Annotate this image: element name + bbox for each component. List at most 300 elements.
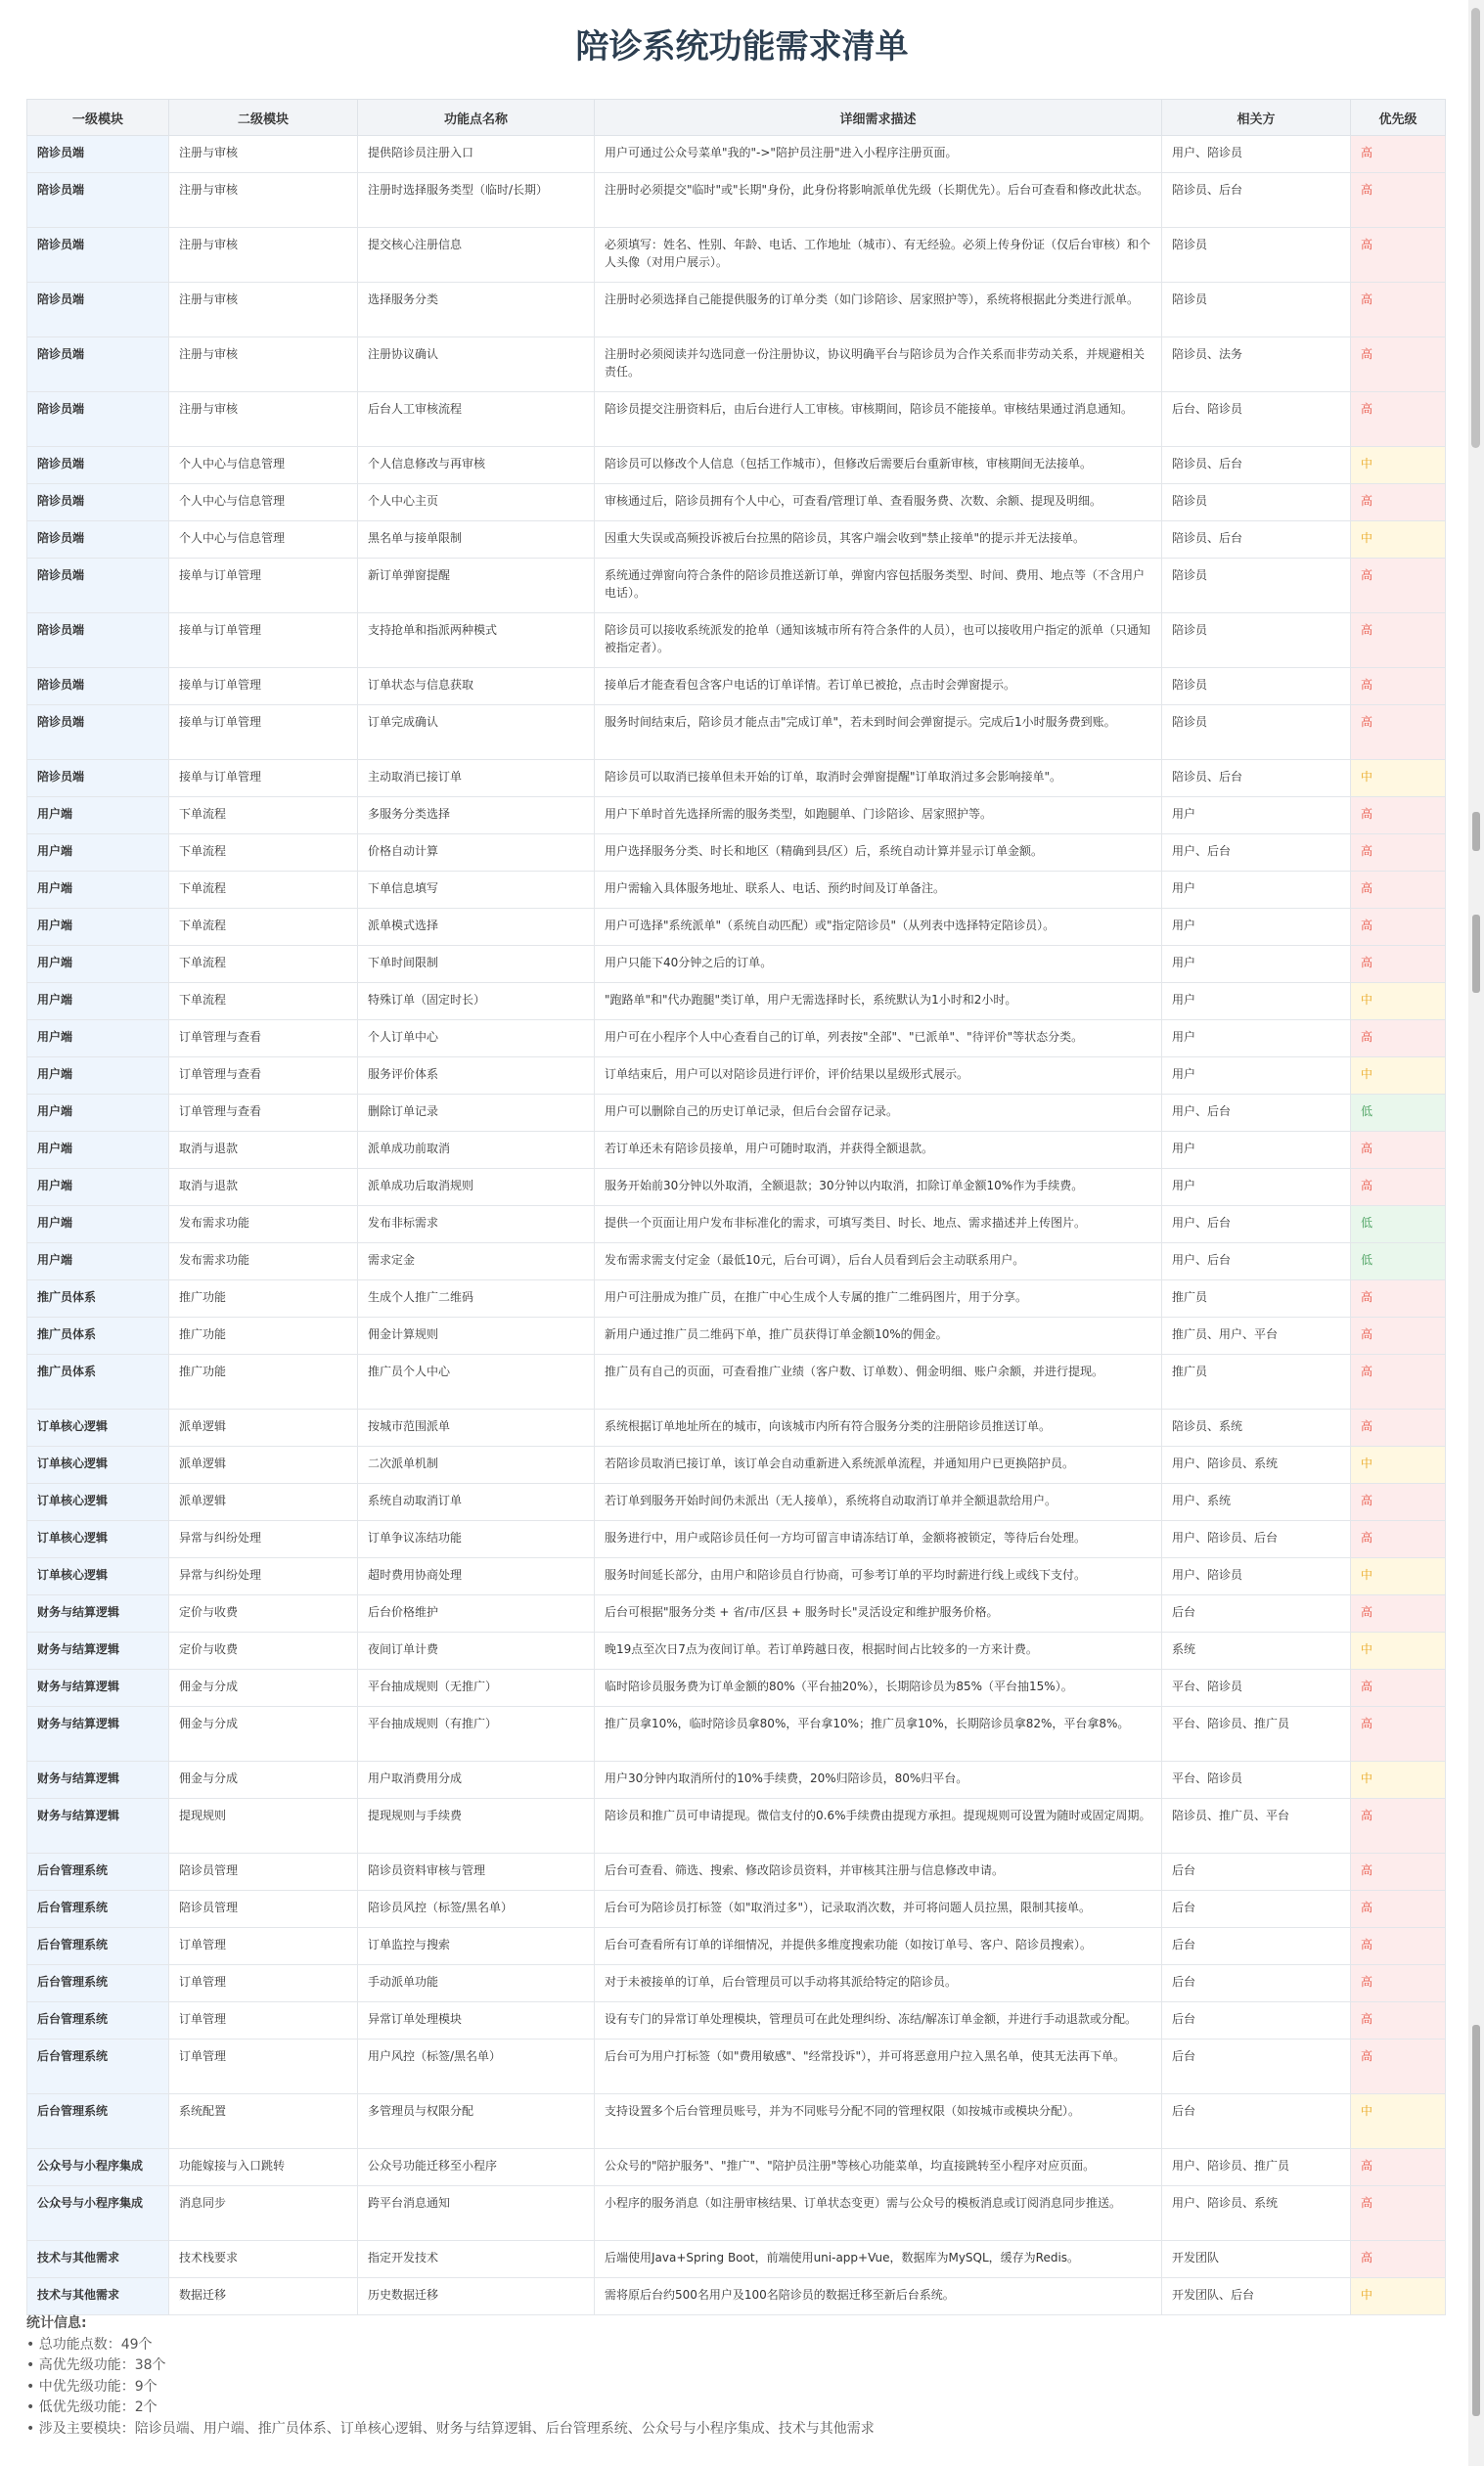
description-cell: 陪诊员可以修改个人信息（包括工作城市），但修改后需要后台重新审核，审核期间无法接单。 bbox=[595, 447, 1162, 484]
table-row bbox=[27, 1484, 1446, 1521]
module-2-cell: 异常与纠纷处理 bbox=[169, 1521, 358, 1558]
table-header-row bbox=[27, 100, 1446, 136]
priority-cell: 高 bbox=[1351, 1280, 1446, 1318]
module-1-cell: 公众号与小程序集成 bbox=[27, 2149, 169, 2186]
module-2-cell: 订单管理与查看 bbox=[169, 1095, 358, 1132]
feature-name-cell: 陪诊员风控（标签/黑名单） bbox=[358, 1891, 595, 1928]
table-row bbox=[27, 1020, 1446, 1057]
priority-cell: 高 bbox=[1351, 1020, 1446, 1057]
module-1-cell: 订单核心逻辑 bbox=[27, 1521, 169, 1558]
module-1-cell: 推广员体系 bbox=[27, 1355, 169, 1410]
module-2-cell: 个人中心与信息管理 bbox=[169, 521, 358, 559]
module-2-cell: 数据迁移 bbox=[169, 2278, 358, 2315]
parties-cell: 陪诊员 bbox=[1162, 668, 1351, 705]
module-2-cell: 派单逻辑 bbox=[169, 1447, 358, 1484]
description-cell: 服务时间延长部分，由用户和陪诊员自行协商，可参考订单的平均时薪进行线上或线下支付。 bbox=[595, 1558, 1162, 1595]
module-1-cell: 后台管理系统 bbox=[27, 1891, 169, 1928]
description-cell: 陪诊员可以取消已接单但未开始的订单，取消时会弹窗提醒"订单取消过多会影响接单"。 bbox=[595, 760, 1162, 797]
table-row bbox=[27, 613, 1446, 668]
stats-line: • 中优先级功能：9个 bbox=[26, 2378, 157, 2395]
description-cell: 注册时必须提交"临时"或"长期"身份，此身份将影响派单优先级（长期优先）。后台可查看和修改此状态。 bbox=[595, 173, 1162, 228]
module-2-cell: 订单管理 bbox=[169, 2002, 358, 2040]
feature-name-cell: 下单信息填写 bbox=[358, 872, 595, 909]
table-row bbox=[27, 1206, 1446, 1243]
description-cell: 后台可为用户打标签（如"费用敏感"、"经常投诉"），并可将恶意用户拉入黑名单，使其无法再下单。 bbox=[595, 2040, 1162, 2094]
priority-cell: 高 bbox=[1351, 2040, 1446, 2094]
description-cell: 推广员拿10%，临时陪诊员拿80%，平台拿10%；推广员拿10%，长期陪诊员拿82%，平台拿8%。 bbox=[595, 1707, 1162, 1762]
feature-name-cell: 选择服务分类 bbox=[358, 283, 595, 337]
header-parties[interactable]: 相关方 bbox=[1162, 100, 1351, 136]
parties-cell: 陪诊员、推广员、平台 bbox=[1162, 1799, 1351, 1854]
table-row bbox=[27, 1633, 1446, 1670]
table-row bbox=[27, 136, 1446, 173]
feature-name-cell: 需求定金 bbox=[358, 1243, 595, 1280]
module-1-cell: 用户端 bbox=[27, 1206, 169, 1243]
priority-cell: 高 bbox=[1351, 283, 1446, 337]
description-cell: 接单后才能查看包含客户电话的订单详情。若订单已被抢，点击时会弹窗提示。 bbox=[595, 668, 1162, 705]
priority-cell: 高 bbox=[1351, 484, 1446, 521]
table-row bbox=[27, 1057, 1446, 1095]
parties-cell: 陪诊员 bbox=[1162, 283, 1351, 337]
module-1-cell: 用户端 bbox=[27, 872, 169, 909]
module-2-cell: 取消与退款 bbox=[169, 1132, 358, 1169]
priority-cell: 高 bbox=[1351, 1318, 1446, 1355]
priority-cell: 低 bbox=[1351, 1095, 1446, 1132]
stats-line: • 总功能点数：49个 bbox=[26, 2336, 153, 2353]
module-1-cell: 陪诊员端 bbox=[27, 337, 169, 392]
parties-cell: 后台 bbox=[1162, 1965, 1351, 2002]
priority-cell: 高 bbox=[1351, 1707, 1446, 1762]
module-2-cell: 佣金与分成 bbox=[169, 1762, 358, 1799]
module-1-cell: 技术与其他需求 bbox=[27, 2241, 169, 2278]
description-cell: 用户需输入具体服务地址、联系人、电话、预约时间及订单备注。 bbox=[595, 872, 1162, 909]
parties-cell: 用户 bbox=[1162, 983, 1351, 1020]
description-cell: 因重大失误或高频投诉被后台拉黑的陪诊员，其客户端会收到"禁止接单"的提示并无法接单。 bbox=[595, 521, 1162, 559]
priority-cell: 高 bbox=[1351, 2241, 1446, 2278]
parties-cell: 后台 bbox=[1162, 2094, 1351, 2149]
priority-cell: 高 bbox=[1351, 872, 1446, 909]
table-row bbox=[27, 1318, 1446, 1355]
scrollbar-marker bbox=[1472, 2025, 1480, 2416]
feature-name-cell: 删除订单记录 bbox=[358, 1095, 595, 1132]
module-1-cell: 后台管理系统 bbox=[27, 2094, 169, 2149]
feature-name-cell: 支持抢单和指派两种模式 bbox=[358, 613, 595, 668]
parties-cell: 用户、陪诊员、推广员 bbox=[1162, 2149, 1351, 2186]
page-title: 陪诊系统功能需求清单 bbox=[575, 27, 909, 67]
priority-cell: 高 bbox=[1351, 1928, 1446, 1965]
priority-cell: 高 bbox=[1351, 1132, 1446, 1169]
parties-cell: 后台 bbox=[1162, 1854, 1351, 1891]
table-row bbox=[27, 283, 1446, 337]
description-cell: 注册时必须阅读并勾选同意一份注册协议，协议明确平台与陪诊员为合作关系而非劳动关系，并规避相关责任。 bbox=[595, 337, 1162, 392]
parties-cell: 用户 bbox=[1162, 797, 1351, 834]
parties-cell: 用户 bbox=[1162, 946, 1351, 983]
parties-cell: 开发团队、后台 bbox=[1162, 2278, 1351, 2315]
module-1-cell: 用户端 bbox=[27, 1057, 169, 1095]
parties-cell: 陪诊员 bbox=[1162, 613, 1351, 668]
module-2-cell: 注册与审核 bbox=[169, 392, 358, 447]
parties-cell: 用户、后台 bbox=[1162, 1206, 1351, 1243]
parties-cell: 后台 bbox=[1162, 1595, 1351, 1633]
table-row bbox=[27, 797, 1446, 834]
feature-name-cell: 个人信息修改与再审核 bbox=[358, 447, 595, 484]
description-cell: 后台可为陪诊员打标签（如"取消过多"），记录取消次数，并可将问题人员拉黑，限制其接单。 bbox=[595, 1891, 1162, 1928]
table-row bbox=[27, 1410, 1446, 1447]
module-2-cell: 取消与退款 bbox=[169, 1169, 358, 1206]
parties-cell: 后台 bbox=[1162, 1928, 1351, 1965]
feature-name-cell: 注册时选择服务类型（临时/长期） bbox=[358, 173, 595, 228]
feature-name-cell: 主动取消已接订单 bbox=[358, 760, 595, 797]
header-module-2[interactable]: 二级模块 bbox=[169, 100, 358, 136]
description-cell: 服务进行中，用户或陪诊员任何一方均可留言申请冻结订单，金额将被锁定，等待后台处理。 bbox=[595, 1521, 1162, 1558]
table-row bbox=[27, 447, 1446, 484]
parties-cell: 开发团队 bbox=[1162, 2241, 1351, 2278]
feature-name-cell: 多服务分类选择 bbox=[358, 797, 595, 834]
priority-cell: 高 bbox=[1351, 613, 1446, 668]
feature-name-cell: 提现规则与手续费 bbox=[358, 1799, 595, 1854]
module-1-cell: 财务与结算逻辑 bbox=[27, 1670, 169, 1707]
table-row bbox=[27, 1595, 1446, 1633]
feature-name-cell: 发布非标需求 bbox=[358, 1206, 595, 1243]
description-cell: 审核通过后，陪诊员拥有个人中心，可查看/管理订单、查看服务费、次数、余额、提现及明细。 bbox=[595, 484, 1162, 521]
description-cell: 需将原后台约500名用户及100名陪诊员的数据迁移至新后台系统。 bbox=[595, 2278, 1162, 2315]
vertical-scrollbar[interactable] bbox=[1468, 0, 1484, 2466]
feature-name-cell: 订单完成确认 bbox=[358, 705, 595, 760]
header-module-1[interactable]: 一级模块 bbox=[27, 100, 169, 136]
parties-cell: 陪诊员、系统 bbox=[1162, 1410, 1351, 1447]
description-cell: 陪诊员可以接收系统派发的抢单（通知该城市所有符合条件的人员），也可以接收用户指定的派单（只通知被指定者）。 bbox=[595, 613, 1162, 668]
parties-cell: 用户、后台 bbox=[1162, 1095, 1351, 1132]
feature-name-cell: 按城市范围派单 bbox=[358, 1410, 595, 1447]
parties-cell: 后台 bbox=[1162, 1891, 1351, 1928]
priority-cell: 高 bbox=[1351, 1355, 1446, 1410]
priority-cell: 高 bbox=[1351, 559, 1446, 613]
table-row bbox=[27, 1854, 1446, 1891]
priority-cell: 低 bbox=[1351, 1243, 1446, 1280]
description-cell: 后端使用Java+Spring Boot，前端使用uni-app+Vue，数据库为MySQL，缓存为Redis。 bbox=[595, 2241, 1162, 2278]
module-1-cell: 财务与结算逻辑 bbox=[27, 1707, 169, 1762]
module-1-cell: 陪诊员端 bbox=[27, 705, 169, 760]
table-row bbox=[27, 1558, 1446, 1595]
module-2-cell: 陪诊员管理 bbox=[169, 1854, 358, 1891]
feature-name-cell: 提交核心注册信息 bbox=[358, 228, 595, 283]
description-cell: 陪诊员提交注册资料后，由后台进行人工审核。审核期间，陪诊员不能接单。审核结果通过消息通知。 bbox=[595, 392, 1162, 447]
module-2-cell: 系统配置 bbox=[169, 2094, 358, 2149]
table-row bbox=[27, 1132, 1446, 1169]
parties-cell: 平台、陪诊员、推广员 bbox=[1162, 1707, 1351, 1762]
priority-cell: 高 bbox=[1351, 1854, 1446, 1891]
table-row bbox=[27, 1928, 1446, 1965]
module-1-cell: 订单核心逻辑 bbox=[27, 1447, 169, 1484]
table-row bbox=[27, 1891, 1446, 1928]
module-1-cell: 陪诊员端 bbox=[27, 613, 169, 668]
table-row bbox=[27, 1095, 1446, 1132]
priority-cell: 高 bbox=[1351, 834, 1446, 872]
parties-cell: 后台 bbox=[1162, 2002, 1351, 2040]
module-2-cell: 个人中心与信息管理 bbox=[169, 484, 358, 521]
priority-cell: 高 bbox=[1351, 1891, 1446, 1928]
feature-name-cell: 特殊订单（固定时长） bbox=[358, 983, 595, 1020]
description-cell: 订单结束后，用户可以对陪诊员进行评价，评价结果以星级形式展示。 bbox=[595, 1057, 1162, 1095]
feature-name-cell: 提供陪诊员注册入口 bbox=[358, 136, 595, 173]
parties-cell: 用户、后台 bbox=[1162, 1243, 1351, 1280]
description-cell: 设有专门的异常订单处理模块，管理员可在此处理纠纷、冻结/解冻订单金额，并进行手动退款或分配。 bbox=[595, 2002, 1162, 2040]
module-1-cell: 订单核心逻辑 bbox=[27, 1558, 169, 1595]
module-1-cell: 财务与结算逻辑 bbox=[27, 1762, 169, 1799]
table-row bbox=[27, 337, 1446, 392]
table-row bbox=[27, 1762, 1446, 1799]
module-1-cell: 用户端 bbox=[27, 1169, 169, 1206]
feature-name-cell: 公众号功能迁移至小程序 bbox=[358, 2149, 595, 2186]
module-2-cell: 注册与审核 bbox=[169, 136, 358, 173]
module-2-cell: 异常与纠纷处理 bbox=[169, 1558, 358, 1595]
module-2-cell: 接单与订单管理 bbox=[169, 760, 358, 797]
module-1-cell: 财务与结算逻辑 bbox=[27, 1799, 169, 1854]
module-1-cell: 用户端 bbox=[27, 1243, 169, 1280]
description-cell: 用户可以删除自己的历史订单记录，但后台会留存记录。 bbox=[595, 1095, 1162, 1132]
table-row bbox=[27, 1965, 1446, 2002]
feature-name-cell: 个人订单中心 bbox=[358, 1020, 595, 1057]
priority-cell: 中 bbox=[1351, 2094, 1446, 2149]
table-row bbox=[27, 834, 1446, 872]
parties-cell: 用户、后台 bbox=[1162, 834, 1351, 872]
feature-name-cell: 用户风控（标签/黑名单） bbox=[358, 2040, 595, 2094]
module-2-cell: 派单逻辑 bbox=[169, 1484, 358, 1521]
module-2-cell: 订单管理 bbox=[169, 1928, 358, 1965]
table-row bbox=[27, 1355, 1446, 1410]
module-2-cell: 佣金与分成 bbox=[169, 1707, 358, 1762]
priority-cell: 高 bbox=[1351, 1521, 1446, 1558]
module-1-cell: 陪诊员端 bbox=[27, 521, 169, 559]
priority-cell: 高 bbox=[1351, 797, 1446, 834]
description-cell: 若订单到服务开始时间仍未派出（无人接单），系统将自动取消订单并全额退款给用户。 bbox=[595, 1484, 1162, 1521]
description-cell: "跑路单"和"代办跑腿"类订单，用户无需选择时长，系统默认为1小时和2小时。 bbox=[595, 983, 1162, 1020]
scrollbar-thumb[interactable] bbox=[1471, 8, 1480, 448]
table-row bbox=[27, 2186, 1446, 2241]
table-row bbox=[27, 1521, 1446, 1558]
stats-section bbox=[26, 2313, 875, 2440]
module-2-cell: 下单流程 bbox=[169, 872, 358, 909]
description-cell: 服务开始前30分钟以外取消，全额退款；30分钟以内取消，扣除订单金额10%作为手续费。 bbox=[595, 1169, 1162, 1206]
module-1-cell: 用户端 bbox=[27, 834, 169, 872]
feature-name-cell: 二次派单机制 bbox=[358, 1447, 595, 1484]
table-row bbox=[27, 1243, 1446, 1280]
priority-cell: 高 bbox=[1351, 1595, 1446, 1633]
feature-name-cell: 系统自动取消订单 bbox=[358, 1484, 595, 1521]
module-2-cell: 发布需求功能 bbox=[169, 1206, 358, 1243]
description-cell: 服务时间结束后，陪诊员才能点击"完成订单"，若未到时间会弹窗提示。完成后1小时服务费到账。 bbox=[595, 705, 1162, 760]
feature-name-cell: 跨平台消息通知 bbox=[358, 2186, 595, 2241]
module-2-cell: 接单与订单管理 bbox=[169, 613, 358, 668]
parties-cell: 用户 bbox=[1162, 1057, 1351, 1095]
parties-cell: 用户 bbox=[1162, 1169, 1351, 1206]
table-row bbox=[27, 2002, 1446, 2040]
table-row bbox=[27, 760, 1446, 797]
feature-name-cell: 历史数据迁移 bbox=[358, 2278, 595, 2315]
stats-title: 统计信息: bbox=[26, 2315, 87, 2331]
table-row bbox=[27, 521, 1446, 559]
table-row bbox=[27, 228, 1446, 283]
description-cell: 用户可选择"系统派单"（系统自动匹配）或"指定陪诊员"（从列表中选择特定陪诊员）。 bbox=[595, 909, 1162, 946]
description-cell: 后台可查看、筛选、搜索、修改陪诊员资料，并审核其注册与信息修改申请。 bbox=[595, 1854, 1162, 1891]
table-row bbox=[27, 2278, 1446, 2315]
description-cell: 必须填写：姓名、性别、年龄、电话、工作地址（城市）、有无经验。必须上传身份证（仅后台审核）和个人头像（对用户展示）。 bbox=[595, 228, 1162, 283]
parties-cell: 陪诊员、后台 bbox=[1162, 447, 1351, 484]
module-2-cell: 接单与订单管理 bbox=[169, 705, 358, 760]
parties-cell: 用户、陪诊员 bbox=[1162, 136, 1351, 173]
priority-cell: 高 bbox=[1351, 1484, 1446, 1521]
parties-cell: 陪诊员、后台 bbox=[1162, 760, 1351, 797]
table-row bbox=[27, 2149, 1446, 2186]
parties-cell: 用户 bbox=[1162, 909, 1351, 946]
priority-cell: 低 bbox=[1351, 1206, 1446, 1243]
priority-cell: 中 bbox=[1351, 2278, 1446, 2315]
feature-name-cell: 后台人工审核流程 bbox=[358, 392, 595, 447]
priority-cell: 中 bbox=[1351, 1057, 1446, 1095]
scrollbar-marker bbox=[1472, 915, 1480, 993]
priority-cell: 中 bbox=[1351, 447, 1446, 484]
priority-cell: 高 bbox=[1351, 392, 1446, 447]
module-2-cell: 消息同步 bbox=[169, 2186, 358, 2241]
parties-cell: 系统 bbox=[1162, 1633, 1351, 1670]
module-1-cell: 陪诊员端 bbox=[27, 668, 169, 705]
module-1-cell: 用户端 bbox=[27, 983, 169, 1020]
description-cell: 用户下单时首先选择所需的服务类型，如跑腿单、门诊陪诊、居家照护等。 bbox=[595, 797, 1162, 834]
table-row bbox=[27, 1799, 1446, 1854]
module-2-cell: 下单流程 bbox=[169, 834, 358, 872]
parties-cell: 平台、陪诊员 bbox=[1162, 1762, 1351, 1799]
table-row bbox=[27, 392, 1446, 447]
priority-cell: 高 bbox=[1351, 668, 1446, 705]
module-1-cell: 后台管理系统 bbox=[27, 1928, 169, 1965]
priority-cell: 高 bbox=[1351, 2149, 1446, 2186]
module-2-cell: 下单流程 bbox=[169, 983, 358, 1020]
module-1-cell: 陪诊员端 bbox=[27, 136, 169, 173]
header-description[interactable]: 详细需求描述 bbox=[595, 100, 1162, 136]
header-feature-name[interactable]: 功能点名称 bbox=[358, 100, 595, 136]
feature-name-cell: 生成个人推广二维码 bbox=[358, 1280, 595, 1318]
feature-name-cell: 用户取消费用分成 bbox=[358, 1762, 595, 1799]
description-cell: 系统根据订单地址所在的城市，向该城市内所有符合服务分类的注册陪诊员推送订单。 bbox=[595, 1410, 1162, 1447]
feature-name-cell: 服务评价体系 bbox=[358, 1057, 595, 1095]
feature-name-cell: 手动派单功能 bbox=[358, 1965, 595, 2002]
module-2-cell: 定价与收费 bbox=[169, 1633, 358, 1670]
module-2-cell: 下单流程 bbox=[169, 909, 358, 946]
parties-cell: 平台、陪诊员 bbox=[1162, 1670, 1351, 1707]
feature-name-cell: 黑名单与接单限制 bbox=[358, 521, 595, 559]
priority-cell: 高 bbox=[1351, 1410, 1446, 1447]
parties-cell: 用户、陪诊员、系统 bbox=[1162, 1447, 1351, 1484]
module-1-cell: 后台管理系统 bbox=[27, 2002, 169, 2040]
module-2-cell: 推广功能 bbox=[169, 1318, 358, 1355]
priority-cell: 高 bbox=[1351, 2002, 1446, 2040]
feature-name-cell: 指定开发技术 bbox=[358, 2241, 595, 2278]
module-1-cell: 订单核心逻辑 bbox=[27, 1484, 169, 1521]
table-row bbox=[27, 909, 1446, 946]
description-cell: 陪诊员和推广员可申请提现。微信支付的0.6%手续费由提现方承担。提现规则可设置为随时或固定周期。 bbox=[595, 1799, 1162, 1854]
priority-cell: 高 bbox=[1351, 1965, 1446, 2002]
feature-name-cell: 推广员个人中心 bbox=[358, 1355, 595, 1410]
feature-name-cell: 多管理员与权限分配 bbox=[358, 2094, 595, 2149]
priority-cell: 高 bbox=[1351, 909, 1446, 946]
description-cell: 后台可查看所有订单的详细情况，并提供多维度搜索功能（如按订单号、客户、陪诊员搜索）。 bbox=[595, 1928, 1162, 1965]
description-cell: 用户可通过公众号菜单"我的"->"陪护员注册"进入小程序注册页面。 bbox=[595, 136, 1162, 173]
feature-name-cell: 订单监控与搜索 bbox=[358, 1928, 595, 1965]
priority-cell: 高 bbox=[1351, 337, 1446, 392]
description-cell: 新用户通过推广员二维码下单，推广员获得订单金额10%的佣金。 bbox=[595, 1318, 1162, 1355]
module-2-cell: 下单流程 bbox=[169, 946, 358, 983]
feature-name-cell: 平台抽成规则（无推广） bbox=[358, 1670, 595, 1707]
description-cell: 若陪诊员取消已接订单，该订单会自动重新进入系统派单流程，并通知用户已更换陪护员。 bbox=[595, 1447, 1162, 1484]
feature-name-cell: 新订单弹窗提醒 bbox=[358, 559, 595, 613]
description-cell: 系统通过弹窗向符合条件的陪诊员推送新订单，弹窗内容包括服务类型、时间、费用、地点等（不含用户电话）。 bbox=[595, 559, 1162, 613]
priority-cell: 中 bbox=[1351, 1558, 1446, 1595]
description-cell: 用户选择服务分类、时长和地区（精确到县/区）后，系统自动计算并显示订单金额。 bbox=[595, 834, 1162, 872]
priority-cell: 中 bbox=[1351, 1762, 1446, 1799]
priority-cell: 高 bbox=[1351, 946, 1446, 983]
module-2-cell: 提现规则 bbox=[169, 1799, 358, 1854]
feature-name-cell: 价格自动计算 bbox=[358, 834, 595, 872]
feature-name-cell: 派单模式选择 bbox=[358, 909, 595, 946]
feature-name-cell: 平台抽成规则（有推广） bbox=[358, 1707, 595, 1762]
module-1-cell: 陪诊员端 bbox=[27, 173, 169, 228]
module-1-cell: 后台管理系统 bbox=[27, 1854, 169, 1891]
module-2-cell: 佣金与分成 bbox=[169, 1670, 358, 1707]
table-row bbox=[27, 2040, 1446, 2094]
parties-cell: 推广员 bbox=[1162, 1355, 1351, 1410]
module-2-cell: 注册与审核 bbox=[169, 228, 358, 283]
description-cell: 用户30分钟内取消所付的10%手续费，20%归陪诊员，80%归平台。 bbox=[595, 1762, 1162, 1799]
feature-name-cell: 佣金计算规则 bbox=[358, 1318, 595, 1355]
module-1-cell: 用户端 bbox=[27, 946, 169, 983]
description-cell: 若订单还未有陪诊员接单，用户可随时取消，并获得全额退款。 bbox=[595, 1132, 1162, 1169]
feature-name-cell: 注册协议确认 bbox=[358, 337, 595, 392]
description-cell: 后台可根据"服务分类 + 省/市/区县 + 服务时长"灵活设定和维护服务价格。 bbox=[595, 1595, 1162, 1633]
parties-cell: 陪诊员、后台 bbox=[1162, 521, 1351, 559]
module-1-cell: 财务与结算逻辑 bbox=[27, 1633, 169, 1670]
parties-cell: 用户、陪诊员、后台 bbox=[1162, 1521, 1351, 1558]
module-2-cell: 陪诊员管理 bbox=[169, 1891, 358, 1928]
priority-cell: 中 bbox=[1351, 521, 1446, 559]
description-cell: 晚19点至次日7点为夜间订单。若订单跨越日夜，根据时间占比较多的一方来计费。 bbox=[595, 1633, 1162, 1670]
table-row bbox=[27, 983, 1446, 1020]
priority-cell: 中 bbox=[1351, 1447, 1446, 1484]
description-cell: 支持设置多个后台管理员账号，并为不同账号分配不同的管理权限（如按城市或模块分配）。 bbox=[595, 2094, 1162, 2149]
priority-cell: 高 bbox=[1351, 173, 1446, 228]
parties-cell: 推广员 bbox=[1162, 1280, 1351, 1318]
table-row bbox=[27, 872, 1446, 909]
parties-cell: 推广员、用户、平台 bbox=[1162, 1318, 1351, 1355]
feature-name-cell: 异常订单处理模块 bbox=[358, 2002, 595, 2040]
module-1-cell: 用户端 bbox=[27, 1132, 169, 1169]
module-1-cell: 陪诊员端 bbox=[27, 760, 169, 797]
description-cell: 用户可注册成为推广员，在推广中心生成个人专属的推广二维码图片，用于分享。 bbox=[595, 1280, 1162, 1318]
table-row bbox=[27, 1280, 1446, 1318]
module-2-cell: 注册与审核 bbox=[169, 173, 358, 228]
module-2-cell: 派单逻辑 bbox=[169, 1410, 358, 1447]
stats-line: • 涉及主要模块：陪诊员端、用户端、推广员体系、订单核心逻辑、财务与结算逻辑、后台管理系统、公众号与小程序集成、技术与其他需求 bbox=[26, 2420, 875, 2437]
header-priority[interactable]: 优先级 bbox=[1351, 100, 1446, 136]
module-2-cell: 技术栈要求 bbox=[169, 2241, 358, 2278]
priority-cell: 中 bbox=[1351, 983, 1446, 1020]
priority-cell: 中 bbox=[1351, 760, 1446, 797]
parties-cell: 陪诊员、后台 bbox=[1162, 173, 1351, 228]
parties-cell: 用户、陪诊员 bbox=[1162, 1558, 1351, 1595]
module-1-cell: 公众号与小程序集成 bbox=[27, 2186, 169, 2241]
feature-name-cell: 订单争议冻结功能 bbox=[358, 1521, 595, 1558]
description-cell: 用户可在小程序个人中心查看自己的订单，列表按"全部"、"已派单"、"待评价"等状态分类。 bbox=[595, 1020, 1162, 1057]
priority-cell: 高 bbox=[1351, 1799, 1446, 1854]
